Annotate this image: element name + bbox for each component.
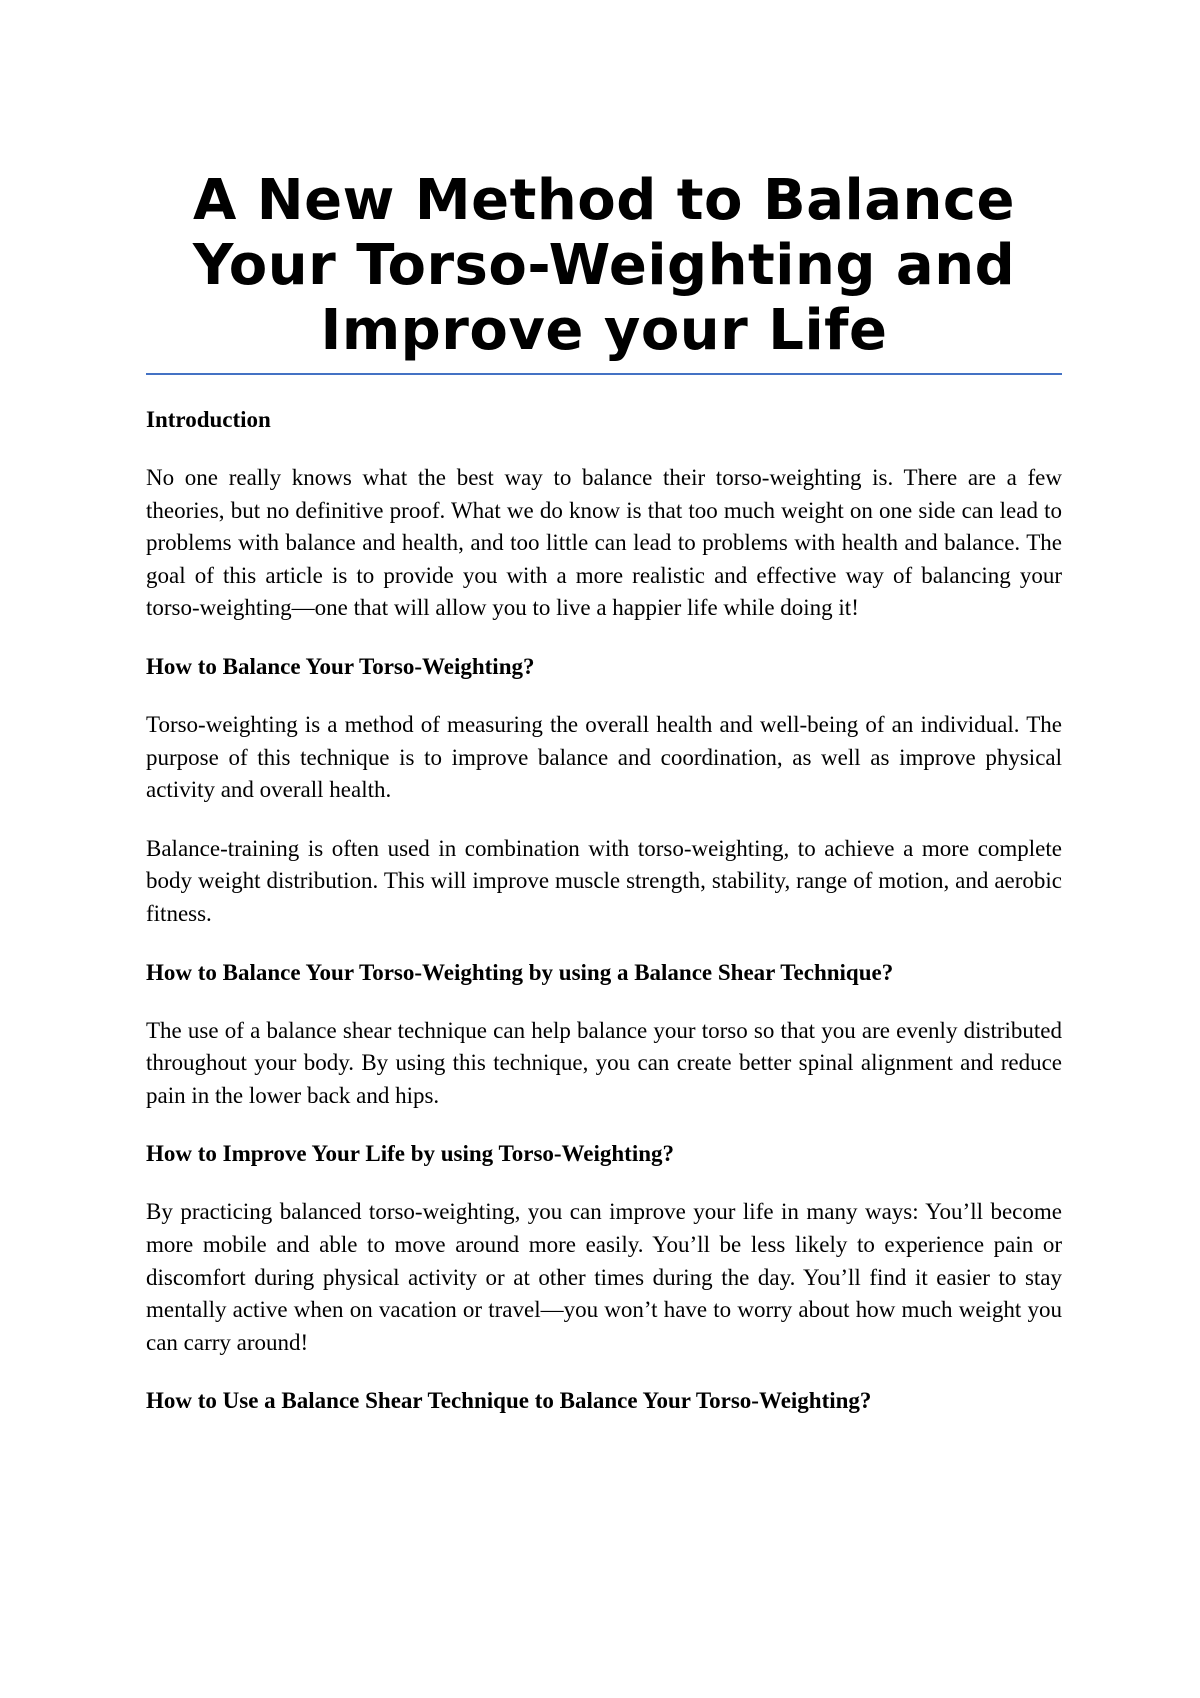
section-introduction <box>146 404 1062 625</box>
section-heading: How to Use a Balance Shear Technique to Balance Your Torso-Weighting? <box>146 1388 872 1414</box>
title-underline-rule <box>146 373 1062 375</box>
document-title: A New Method to Balance Your Torso-Weighting and Improve your Life <box>192 168 1016 363</box>
section-how-to-balance <box>146 651 1062 931</box>
section-paragraph: By practicing balanced torso-weighting, you can improve your life in many ways: You’ll become more mobile and able to move around more easily. You’ll be less likely to experience pain or discomfort during physical activity or at other times during the day. You’ll find it easier to stay mentally active when on vacation or travel—you won’t have to worry about how much weight you can carry around! <box>146 1199 1062 1355</box>
section-paragraph: Balance-training is often used in combination with torso-weighting, to achieve a more complete body weight distribution. This will improve muscle strength, stability, range of motion, and aerobic fitness. <box>146 835 1062 926</box>
section-paragraph: Torso-weighting is a method of measuring the overall health and well-being of an individual. The purpose of this technique is to improve balance and coordination, as well as improve physical activity and overall health. <box>146 711 1062 803</box>
section-heading: How to Balance Your Torso-Weighting? <box>146 653 535 679</box>
section-improve-life <box>146 1138 1062 1359</box>
section-use-balance-shear <box>146 1385 1062 1417</box>
section-paragraph: The use of a balance shear technique can help balance your torso so that you are evenly distributed throughout your body. By using this technique, you can create better spinal alignment and reduce pain in the lower back and hips. <box>146 1017 1062 1108</box>
section-heading: How to Improve Your Life by using Torso-Weighting? <box>146 1141 675 1167</box>
section-heading: How to Balance Your Torso-Weighting by using a Balance Shear Technique? <box>146 959 894 985</box>
section-heading: Introduction <box>146 407 271 432</box>
section-balance-shear <box>146 957 1062 1113</box>
document-body <box>146 168 1062 1443</box>
section-paragraph: No one really knows what the best way to balance their torso-weighting is. There are a few theories, but no definitive proof. What we do know is that too much weight on one side can lead to problems with balance and health, and too little can lead to problems with health and balance. The goal of this article is to provide you with a more realistic and effective way of balancing your torso-weighting—one that will allow you to live a happier life while doing it! <box>146 465 1062 621</box>
